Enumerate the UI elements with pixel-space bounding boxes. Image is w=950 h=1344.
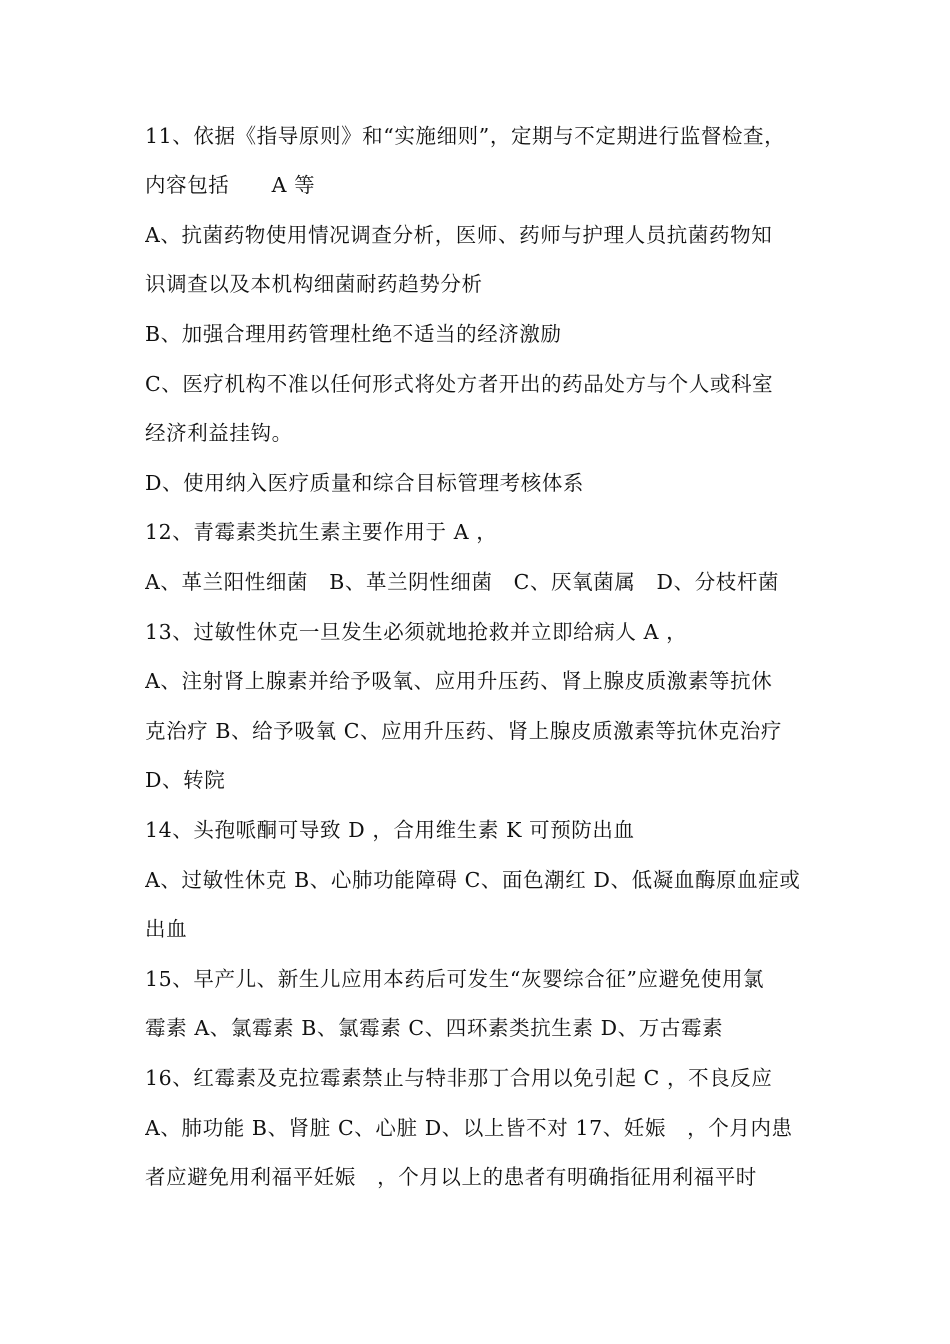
question-11-option-c-line-1: C、医疗机构不准以任何形式将处方者开出的药品处方与个人或科室 (145, 372, 774, 396)
question-11-option-a-line-2: 识调查以及本机构细菌耐药趋势分析 (145, 272, 483, 296)
question-11-option-b: B、加强合理用药管理杜绝不适当的经济激励 (145, 322, 562, 346)
question-12-options: A、革兰阳性细菌 B、革兰阴性细菌 C、厌氧菌属 D、分枝杆菌 (145, 570, 780, 594)
question-11-line-1: 11、依据《指导原则》和“实施细则”，定期与不定期进行监督检查， (145, 124, 786, 148)
question-17-stem-continued: 者应避免用利福平妊娠 ，个月以上的患者有明确指征用利福平时 (145, 1165, 757, 1189)
question-16-stem: 16、红霉素及克拉霉素禁止与特非那丁合用以免引起 C ，不良反应 (145, 1066, 773, 1090)
question-13-options-line-1: A、注射肾上腺素并给予吸氧、应用升压药、肾上腺皮质激素等抗休 (145, 669, 773, 693)
question-15-options: 霉素 A、氯霉素 B、氯霉素 C、四环素类抗生素 D、万古霉素 (145, 1016, 724, 1040)
question-12-stem: 12、青霉素类抗生素主要作用于 A ， (145, 520, 498, 544)
question-13-stem: 13、过敏性休克一旦发生必须就地抢救并立即给病人 A ， (145, 620, 688, 644)
question-11-option-c-line-2: 经济利益挂钩。 (145, 421, 293, 445)
question-15-stem: 15、早产儿、新生儿应用本药后可发生“灰婴综合征”应避免使用氯 (145, 967, 765, 991)
question-11-option-d: D、使用纳入医疗质量和综合目标管理考核体系 (145, 471, 585, 495)
question-13-options-line-2: 克治疗 B、给予吸氧 C、应用升压药、肾上腺皮质激素等抗休克治疗 (145, 719, 782, 743)
question-16-options-and-17-stem: A、肺功能 B、肾脏 C、心脏 D、以上皆不对 17、妊娠 ，个月内患 (145, 1116, 793, 1140)
question-11-line-2: 内容包括 A 等 (145, 173, 316, 197)
question-14-stem: 14、头孢哌酮可导致 D ，合用维生素 K 可预防出血 (145, 818, 635, 842)
question-14-options-line-1: A、过敏性休克 B、心肺功能障碍 C、面色潮红 D、低凝血酶原血症或 (145, 868, 801, 892)
question-13-options-line-3: D、转院 (145, 768, 226, 792)
question-14-options-line-2: 出血 (145, 917, 188, 941)
question-11-option-a-line-1: A、抗菌药物使用情况调查分析，医师、药师与护理人员抗菌药物知 (145, 223, 773, 247)
